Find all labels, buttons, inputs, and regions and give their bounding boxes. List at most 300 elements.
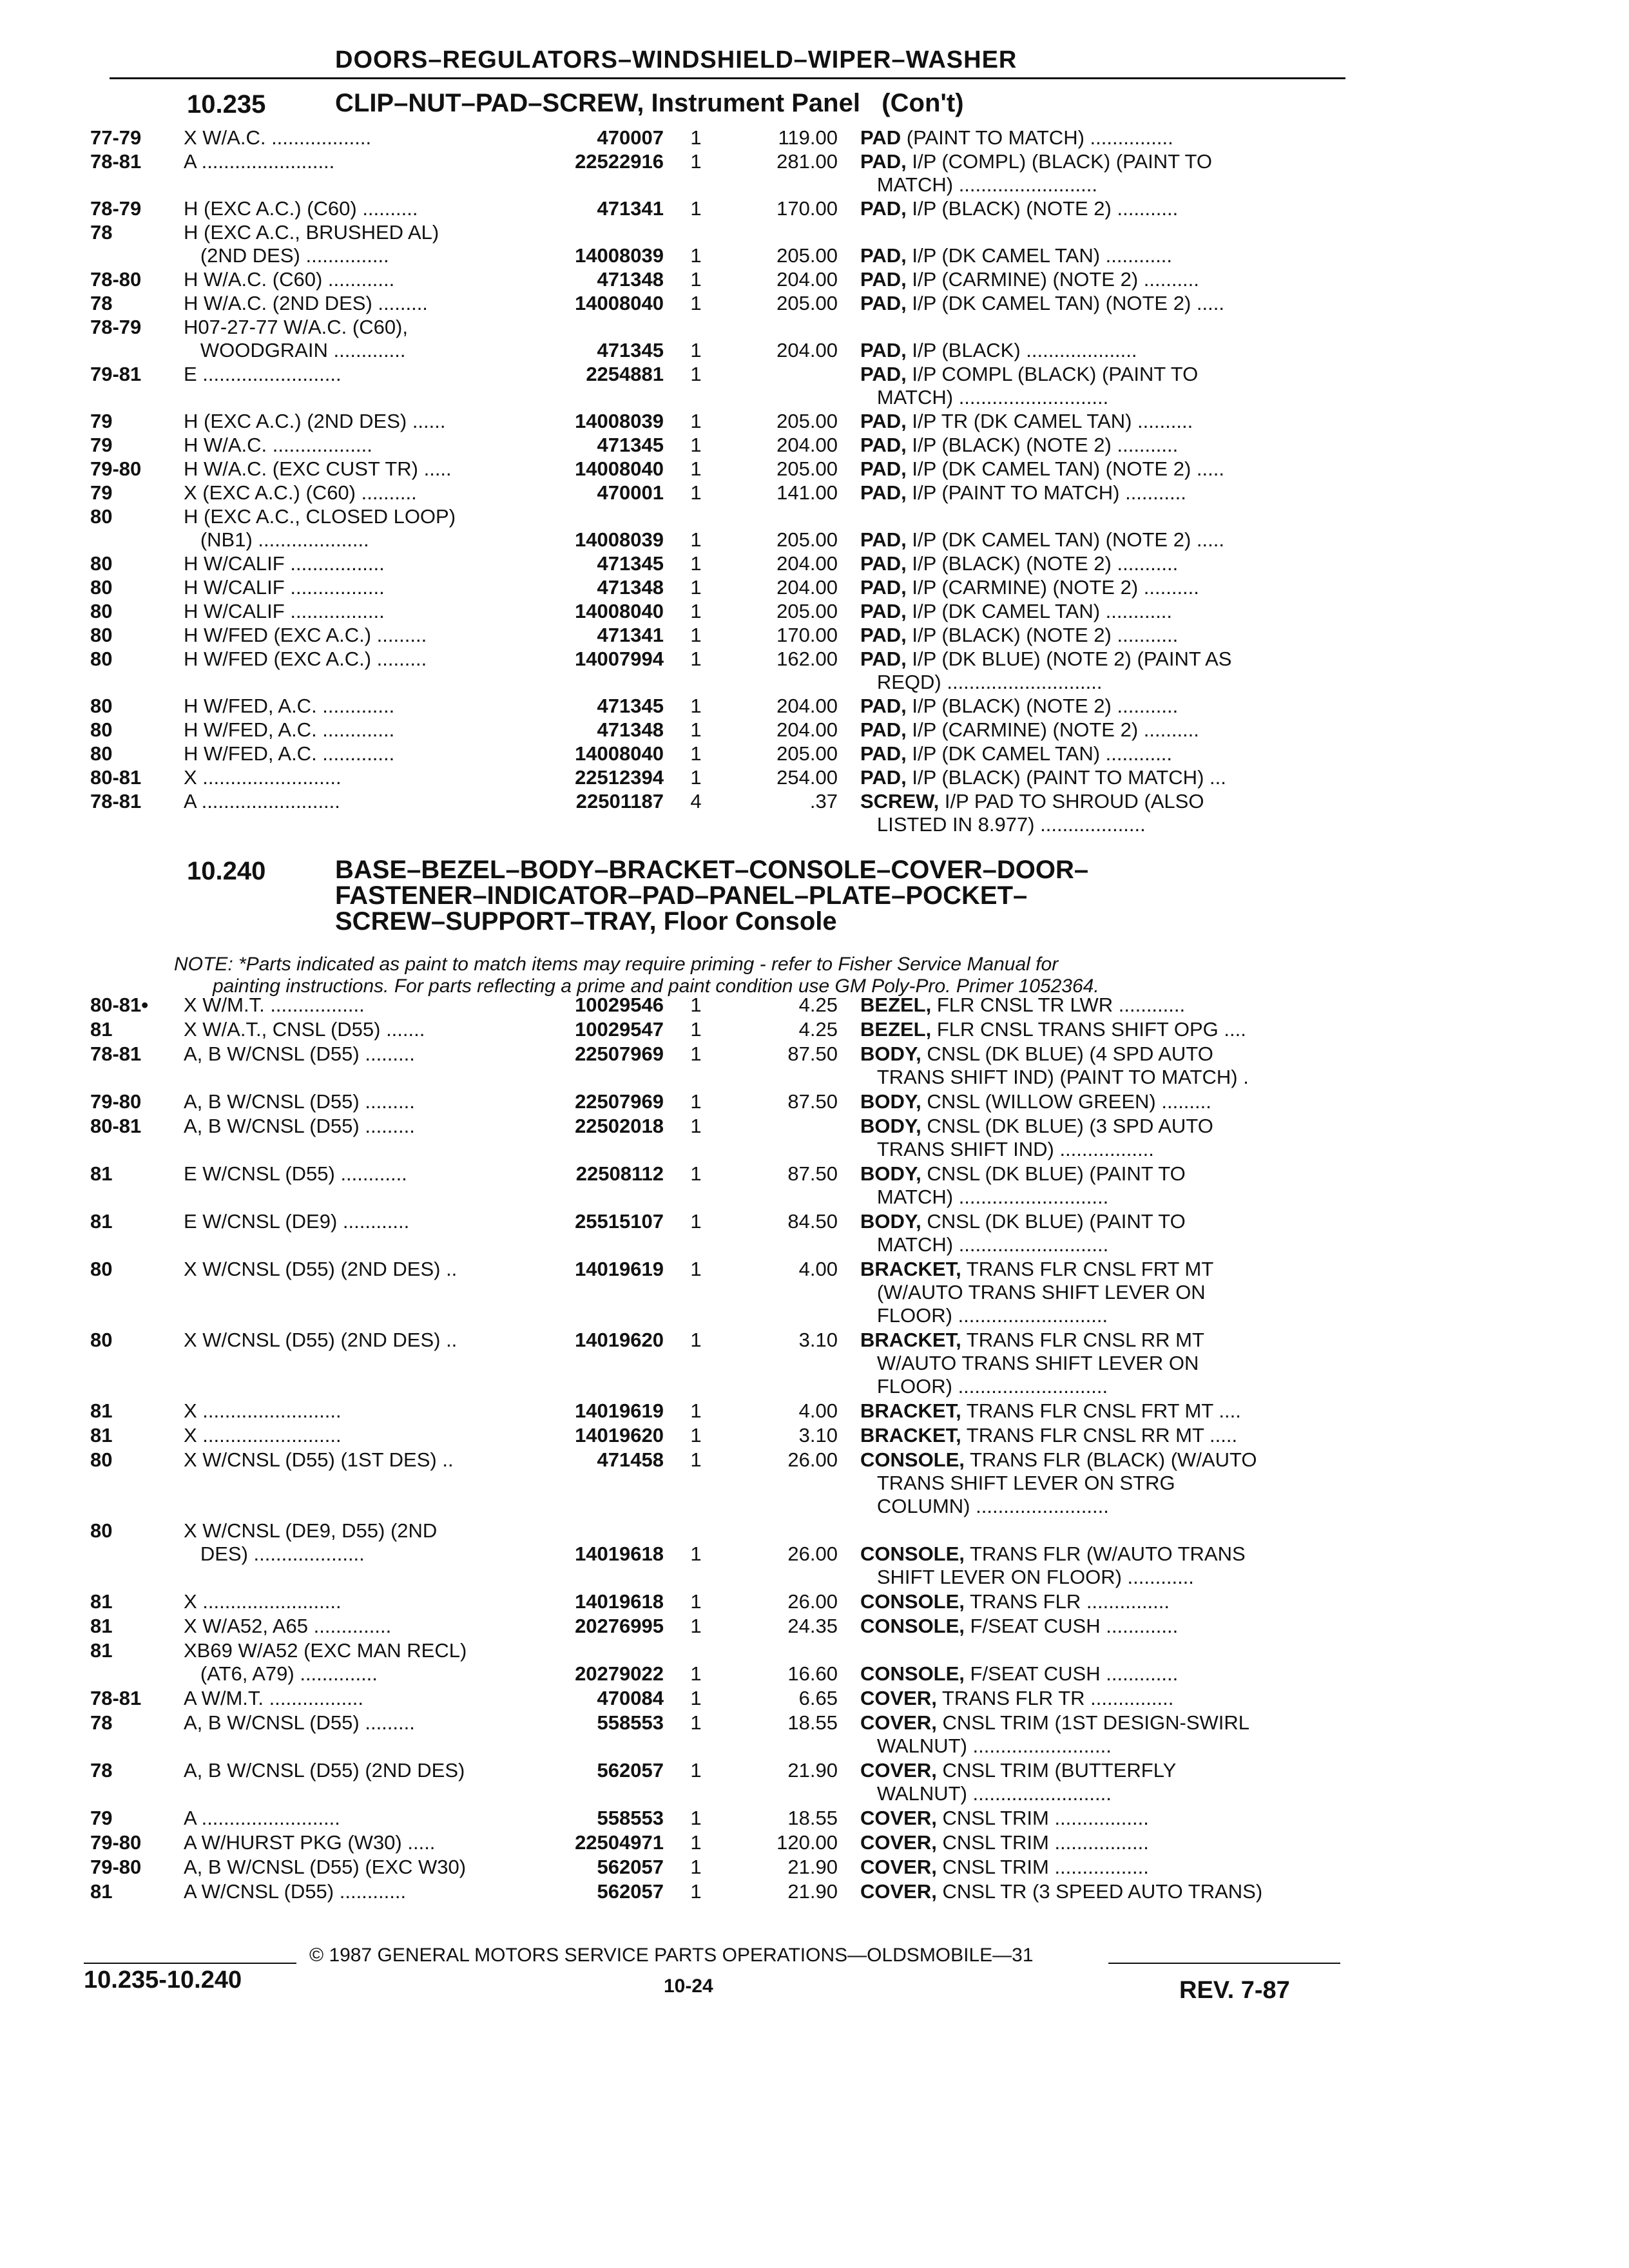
model-year: 79: [90, 481, 113, 504]
part-name: BEZEL, FLR CNSL TR LWR ............: [860, 994, 1186, 1016]
part-name: PAD, I/P (CARMINE) (NOTE 2) ..........: [860, 718, 1199, 741]
model-description: H (EXC A.C.) (2ND DES) ......: [184, 410, 446, 432]
model-year: 80: [90, 505, 113, 528]
table-row: [0, 268, 1629, 291]
part-number: 471341: [597, 624, 664, 646]
price: 21.90: [787, 1880, 838, 1903]
footer-rule-right: [1108, 1963, 1340, 1964]
model-year: 80: [90, 648, 113, 670]
table-row: [0, 221, 1629, 267]
table-row: [0, 695, 1629, 718]
table-row: [0, 1831, 1629, 1854]
table-row: [0, 292, 1629, 315]
part-number: 471341: [597, 197, 664, 220]
price: 26.00: [787, 1448, 838, 1471]
part-number: 22507969: [575, 1090, 664, 1113]
model-year: 78: [90, 292, 113, 314]
part-number: 471345: [597, 552, 664, 575]
model-year: 80: [90, 576, 113, 599]
table-row: [0, 1807, 1629, 1830]
quantity: 1: [690, 552, 702, 575]
model-year: 78: [90, 1711, 113, 1734]
model-description: H W/CALIF .................: [184, 552, 385, 575]
part-number: 471348: [597, 718, 664, 741]
table-row: [0, 1639, 1629, 1686]
part-number: 14019618: [575, 1590, 664, 1613]
table-row: [0, 481, 1629, 505]
model-year: 78-79: [90, 316, 142, 338]
table-row: [0, 1759, 1629, 1805]
model-year: 80-81•: [90, 994, 149, 1016]
part-number: 562057: [597, 1759, 664, 1782]
section-title-line: FASTENER–INDICATOR–PAD–PANEL–PLATE–POCKET–: [335, 881, 1028, 910]
table-row: [0, 1448, 1629, 1518]
part-number: 14019619: [575, 1258, 664, 1280]
part-number: 471345: [597, 695, 664, 717]
model-description: X W/A.C. ..................: [184, 126, 372, 149]
model-year: 80: [90, 1329, 113, 1351]
model-year: 79: [90, 434, 113, 456]
price: 205.00: [776, 292, 838, 314]
price: 205.00: [776, 457, 838, 480]
model-description: X W/CNSL (D55) (1ST DES) ..: [184, 1448, 454, 1471]
model-year: 78-81: [90, 790, 142, 812]
price: 205.00: [776, 600, 838, 622]
model-description: H W/FED (EXC A.C.) .........: [184, 624, 427, 646]
footer-page-number: 10-24: [664, 1975, 713, 1997]
part-name: PAD, I/P (DK CAMEL TAN) ............: [860, 742, 1173, 765]
part-number: 14008040: [575, 600, 664, 622]
quantity: 1: [690, 150, 702, 173]
model-description: E .........................: [184, 363, 342, 385]
quantity: 1: [690, 1590, 702, 1613]
part-name: BRACKET, TRANS FLR CNSL RR MT .....: [860, 1424, 1238, 1446]
table-row: [0, 410, 1629, 433]
part-name: PAD, I/P (DK CAMEL TAN) ............: [860, 244, 1173, 267]
part-name: BRACKET, TRANS FLR CNSL RR MT W/AUTO TRANS SHIFT LEVER ON FLOOR) ...........................: [860, 1329, 1204, 1398]
table-row: [0, 197, 1629, 220]
model-description: H W/A.C. (EXC CUST TR) .....: [184, 457, 452, 480]
table-row: [0, 1043, 1629, 1089]
quantity: 1: [690, 268, 702, 291]
model-description: X (EXC A.C.) (C60) ..........: [184, 481, 417, 504]
quantity: 1: [690, 197, 702, 220]
price: 18.55: [787, 1711, 838, 1734]
part-number: 20276995: [575, 1615, 664, 1637]
quantity: 1: [690, 576, 702, 599]
part-number: 14008039: [575, 410, 664, 432]
quantity: 1: [690, 457, 702, 480]
part-number: 471348: [597, 576, 664, 599]
model-description: A, B W/CNSL (D55) (EXC W30): [184, 1856, 467, 1878]
part-number: 470001: [597, 481, 664, 504]
model-year: 80-81: [90, 1115, 142, 1137]
section-title-line: SCREW–SUPPORT–TRAY, Floor Console: [335, 907, 837, 936]
model-year: 81: [90, 1162, 113, 1185]
quantity: 1: [690, 1687, 702, 1709]
price: 4.25: [798, 1018, 838, 1041]
model-year: 80: [90, 1519, 113, 1542]
price: 204.00: [776, 268, 838, 291]
header-rule: [110, 77, 1345, 79]
part-number: 10029547: [575, 1018, 664, 1041]
model-description: H (EXC A.C., BRUSHED AL) (2ND DES) ...............: [184, 221, 439, 267]
part-name: PAD, I/P (DK CAMEL TAN) (NOTE 2) .....: [860, 528, 1224, 551]
model-description: XB69 W/A52 (EXC MAN RECL) (AT6, A79) ..............: [184, 1639, 467, 1685]
model-description: H W/FED, A.C. .............: [184, 695, 395, 717]
price: 4.25: [798, 994, 838, 1016]
model-description: H (EXC A.C., CLOSED LOOP) (NB1) ....................: [184, 505, 456, 551]
model-description: A, B W/CNSL (D55) .........: [184, 1711, 415, 1734]
part-number: 10029546: [575, 994, 664, 1016]
part-number: 470007: [597, 126, 664, 149]
part-number: 558553: [597, 1807, 664, 1829]
part-name: PAD, I/P (BLACK) (NOTE 2) ...........: [860, 197, 1179, 220]
price: 205.00: [776, 528, 838, 551]
table-row: [0, 718, 1629, 742]
model-year: 81: [90, 1424, 113, 1446]
part-name: PAD, I/P (BLACK) (NOTE 2) ...........: [860, 624, 1179, 646]
quantity: 1: [690, 528, 702, 551]
model-year: 80: [90, 718, 113, 741]
part-number: 22512394: [575, 766, 664, 789]
table-row: [0, 1519, 1629, 1588]
model-description: A W/CNSL (D55) ............: [184, 1880, 407, 1903]
section-title: CLIP–NUT–PAD–SCREW, Instrument Panel (Con't): [335, 89, 964, 117]
model-year: 80: [90, 552, 113, 575]
price: 21.90: [787, 1856, 838, 1878]
part-number: 2254881: [586, 363, 664, 385]
model-description: H W/FED, A.C. .............: [184, 718, 395, 741]
model-year: 81: [90, 1880, 113, 1903]
quantity: 1: [690, 339, 702, 361]
model-year: 78-79: [90, 197, 142, 220]
table-row: [0, 1090, 1629, 1113]
quantity: 1: [690, 1018, 702, 1041]
model-description: E W/CNSL (D55) ............: [184, 1162, 407, 1185]
table-row: [0, 600, 1629, 623]
table-row: [0, 1329, 1629, 1398]
part-number: 14019618: [575, 1542, 664, 1565]
part-name: SCREW, I/P PAD TO SHROUD (ALSO LISTED IN 8.977) ...................: [860, 790, 1204, 836]
part-name: PAD, I/P (BLACK) ....................: [860, 339, 1137, 361]
table-row: [0, 790, 1629, 836]
quantity: 1: [690, 481, 702, 504]
table-row: [0, 126, 1629, 149]
quantity: 1: [690, 1448, 702, 1471]
model-year: 79: [90, 1807, 113, 1829]
page-header-title: DOORS–REGULATORS–WINDSHIELD–WIPER–WASHER: [335, 46, 1017, 73]
part-number: 22504971: [575, 1831, 664, 1854]
quantity: 1: [690, 1043, 702, 1065]
quantity: 1: [690, 1807, 702, 1829]
quantity: 1: [690, 1162, 702, 1185]
model-description: A, B W/CNSL (D55) .........: [184, 1115, 415, 1137]
section-note: [174, 954, 1334, 997]
table-row: [0, 576, 1629, 599]
price: 3.10: [798, 1424, 838, 1446]
section-title: [335, 857, 1088, 934]
model-year: 79-80: [90, 1090, 142, 1113]
model-year: 80: [90, 600, 113, 622]
section-number: 10.240: [187, 857, 266, 885]
quantity: 1: [690, 363, 702, 385]
price: 3.10: [798, 1329, 838, 1351]
part-name: BODY, CNSL (DK BLUE) (PAINT TO MATCH) ...........................: [860, 1162, 1186, 1208]
quantity: 1: [690, 1399, 702, 1422]
model-description: H07-27-77 W/A.C. (C60), WOODGRAIN .............: [184, 316, 408, 361]
model-description: H (EXC A.C.) (C60) ..........: [184, 197, 418, 220]
price: 120.00: [776, 1831, 838, 1854]
quantity: 1: [690, 1258, 702, 1280]
quantity: 1: [690, 695, 702, 717]
table-row: [0, 457, 1629, 481]
part-name: PAD, I/P (DK CAMEL TAN) ............: [860, 600, 1173, 622]
quantity: 1: [690, 1759, 702, 1782]
quantity: 1: [690, 410, 702, 432]
model-year: 81: [90, 1210, 113, 1233]
model-year: 78-81: [90, 150, 142, 173]
model-year: 78: [90, 1759, 113, 1782]
model-year: 80: [90, 742, 113, 765]
part-number: 20279022: [575, 1662, 664, 1685]
part-name: CONSOLE, TRANS FLR (W/AUTO TRANS SHIFT LEVER ON FLOOR) ............: [860, 1542, 1246, 1588]
note-line: painting instructions. For parts reflecting a prime and paint condition use GM Poly-Pro. Primer 1052364.: [213, 975, 1099, 997]
table-row: [0, 434, 1629, 457]
part-number: 22502018: [575, 1115, 664, 1137]
quantity: 1: [690, 1831, 702, 1854]
model-description: A W/M.T. .................: [184, 1687, 364, 1709]
part-number: 14008040: [575, 742, 664, 765]
part-name: COVER, CNSL TRIM .................: [860, 1831, 1149, 1854]
part-number: 14008039: [575, 528, 664, 551]
part-name: PAD, I/P (COMPL) (BLACK) (PAINT TO MATCH) .........................: [860, 150, 1213, 196]
model-year: 81: [90, 1639, 113, 1662]
model-description: X W/A.T., CNSL (D55) .......: [184, 1018, 425, 1041]
price: 204.00: [776, 576, 838, 599]
section-number: 10.235: [187, 90, 266, 119]
model-year: 79-80: [90, 1831, 142, 1854]
table-row: [0, 1115, 1629, 1161]
part-number: 471458: [597, 1448, 664, 1471]
model-description: X .........................: [184, 1424, 342, 1446]
part-number: 14019620: [575, 1424, 664, 1446]
part-name: BODY, CNSL (WILLOW GREEN) .........: [860, 1090, 1211, 1113]
section-title-line: BASE–BEZEL–BODY–BRACKET–CONSOLE–COVER–DOOR–: [335, 856, 1089, 884]
part-number: 22508112: [575, 1162, 664, 1185]
table-row: [0, 505, 1629, 552]
price: 204.00: [776, 718, 838, 741]
table-row: [0, 1399, 1629, 1423]
part-number: 22501187: [575, 790, 664, 812]
model-description: A .........................: [184, 1807, 340, 1829]
part-name: COVER, CNSL TRIM (BUTTERFLY WALNUT) .........................: [860, 1759, 1177, 1805]
price: 84.50: [787, 1210, 838, 1233]
part-number: 471348: [597, 268, 664, 291]
footer-section-range: 10.235-10.240: [84, 1966, 242, 1994]
price: 119.00: [778, 126, 838, 149]
table-row: [0, 1424, 1629, 1447]
model-year: 79-80: [90, 1856, 142, 1878]
quantity: 1: [690, 1662, 702, 1685]
price: 204.00: [776, 434, 838, 456]
model-year: 80: [90, 624, 113, 646]
quantity: 1: [690, 126, 702, 149]
quantity: 1: [690, 1329, 702, 1351]
part-number: 14019619: [575, 1399, 664, 1422]
model-description: H W/FED, A.C. .............: [184, 742, 395, 765]
part-name: CONSOLE, TRANS FLR (BLACK) (W/AUTO TRANS SHIFT LEVER ON STRG COLUMN) ........................: [860, 1448, 1257, 1517]
price: 18.55: [787, 1807, 838, 1829]
part-name: PAD, I/P (PAINT TO MATCH) ...........: [860, 481, 1186, 504]
model-description: A, B W/CNSL (D55) .........: [184, 1043, 415, 1065]
model-year: 78-81: [90, 1043, 142, 1065]
model-year: 81: [90, 1590, 113, 1613]
quantity: 1: [690, 1115, 702, 1137]
part-name: PAD, I/P (CARMINE) (NOTE 2) ..........: [860, 268, 1199, 291]
price: 87.50: [787, 1162, 838, 1185]
table-row: [0, 766, 1629, 789]
model-year: 81: [90, 1399, 113, 1422]
part-name: PAD, I/P (DK CAMEL TAN) (NOTE 2) .....: [860, 292, 1224, 314]
quantity: 1: [690, 648, 702, 670]
part-number: 25515107: [575, 1210, 664, 1233]
part-name: PAD, I/P TR (DK CAMEL TAN) ..........: [860, 410, 1193, 432]
model-year: 80: [90, 1258, 113, 1280]
model-description: H W/FED (EXC A.C.) .........: [184, 648, 427, 670]
quantity: 4: [690, 790, 702, 812]
quantity: 1: [690, 1210, 702, 1233]
part-name: PAD (PAINT TO MATCH) ...............: [860, 126, 1173, 149]
model-description: X W/M.T. .................: [184, 994, 365, 1016]
part-number: 14019620: [575, 1329, 664, 1351]
part-name: BODY, CNSL (DK BLUE) (PAINT TO MATCH) ...........................: [860, 1210, 1186, 1256]
model-description: H W/A.C. ..................: [184, 434, 372, 456]
part-name: CONSOLE, F/SEAT CUSH .............: [860, 1615, 1179, 1637]
model-description: H W/A.C. (C60) ............: [184, 268, 395, 291]
part-name: COVER, CNSL TRIM (1ST DESIGN-SWIRL WALNUT) .........................: [860, 1711, 1250, 1757]
table-row: [0, 994, 1629, 1017]
table-row: [0, 316, 1629, 362]
model-year: 81: [90, 1018, 113, 1041]
price: 26.00: [787, 1542, 838, 1565]
table-row: [0, 1590, 1629, 1613]
model-description: X .........................: [184, 1399, 342, 1422]
table-row: [0, 1018, 1629, 1041]
table-row: [0, 648, 1629, 694]
part-name: COVER, CNSL TRIM .................: [860, 1856, 1149, 1878]
table-row: [0, 363, 1629, 409]
note-line: NOTE: *Parts indicated as paint to match items may require priming - refer to Fisher Service Manual for: [174, 954, 1059, 975]
part-name: PAD, I/P (BLACK) (PAINT TO MATCH) ...: [860, 766, 1226, 789]
quantity: 1: [690, 1424, 702, 1446]
model-description: A .........................: [184, 790, 340, 812]
part-number: 471345: [597, 339, 664, 361]
part-name: PAD, I/P (CARMINE) (NOTE 2) ..........: [860, 576, 1199, 599]
part-number: 471345: [597, 434, 664, 456]
model-description: H W/CALIF .................: [184, 600, 385, 622]
part-name: BRACKET, TRANS FLR CNSL FRT MT ....: [860, 1399, 1241, 1422]
part-name: COVER, TRANS FLR TR ...............: [860, 1687, 1174, 1709]
quantity: 1: [690, 1711, 702, 1734]
table-row: [0, 1258, 1629, 1327]
price: 87.50: [787, 1043, 838, 1065]
model-year: 78-81: [90, 1687, 142, 1709]
model-description: X .........................: [184, 766, 342, 789]
model-year: 77-79: [90, 126, 142, 149]
quantity: 1: [690, 1615, 702, 1637]
price: 205.00: [776, 244, 838, 267]
price: 254.00: [776, 766, 838, 789]
table-row: [0, 1162, 1629, 1209]
price: 26.00: [787, 1590, 838, 1613]
part-name: PAD, I/P (DK BLUE) (NOTE 2) (PAINT AS REQD) ............................: [860, 648, 1232, 693]
part-name: PAD, I/P COMPL (BLACK) (PAINT TO MATCH) ...........................: [860, 363, 1199, 408]
part-number: 558553: [597, 1711, 664, 1734]
model-description: A W/HURST PKG (W30) .....: [184, 1831, 436, 1854]
table-row: [0, 1615, 1629, 1638]
part-number: 14008039: [575, 244, 664, 267]
quantity: 1: [690, 1856, 702, 1878]
part-name: COVER, CNSL TR (3 SPEED AUTO TRANS): [860, 1880, 1263, 1903]
model-description: X .........................: [184, 1590, 342, 1613]
price: 204.00: [776, 339, 838, 361]
price: 281.00: [776, 150, 838, 173]
part-number: 562057: [597, 1880, 664, 1903]
quantity: 1: [690, 1880, 702, 1903]
quantity: 1: [690, 718, 702, 741]
quantity: 1: [690, 600, 702, 622]
model-description: A ........................: [184, 150, 335, 173]
model-year: 81: [90, 1615, 113, 1637]
model-description: A, B W/CNSL (D55) .........: [184, 1090, 415, 1113]
part-name: COVER, CNSL TRIM .................: [860, 1807, 1149, 1829]
price: 21.90: [787, 1759, 838, 1782]
price: 170.00: [776, 624, 838, 646]
model-description: H W/CALIF .................: [184, 576, 385, 599]
footer-copyright: © 1987 GENERAL MOTORS SERVICE PARTS OPERATIONS—OLDSMOBILE—31: [309, 1945, 1034, 1966]
part-number: 14008040: [575, 457, 664, 480]
model-description: E W/CNSL (DE9) ............: [184, 1210, 410, 1233]
table-row: [0, 150, 1629, 197]
model-description: H W/A.C. (2ND DES) .........: [184, 292, 428, 314]
price: 87.50: [787, 1090, 838, 1113]
table-row: [0, 1856, 1629, 1879]
price: 141.00: [776, 481, 838, 504]
table-row: [0, 552, 1629, 575]
model-year: 78-80: [90, 268, 142, 291]
price: 204.00: [776, 695, 838, 717]
model-year: 79: [90, 410, 113, 432]
table-row: [0, 1711, 1629, 1758]
model-description: X W/A52, A65 ..............: [184, 1615, 392, 1637]
model-year: 80-81: [90, 766, 142, 789]
price: 205.00: [776, 410, 838, 432]
price: 24.35: [787, 1615, 838, 1637]
model-year: 79-81: [90, 363, 142, 385]
model-year: 78: [90, 221, 113, 244]
table-row: [0, 1687, 1629, 1710]
part-name: CONSOLE, TRANS FLR ...............: [860, 1590, 1170, 1613]
table-row: [0, 742, 1629, 765]
price: 205.00: [776, 742, 838, 765]
price: .37: [809, 790, 838, 812]
table-row: [0, 624, 1629, 647]
price: 6.65: [798, 1687, 838, 1709]
part-name: BRACKET, TRANS FLR CNSL FRT MT (W/AUTO TRANS SHIFT LEVER ON FLOOR) ...........................: [860, 1258, 1214, 1327]
model-description: X W/CNSL (D55) (2ND DES) ..: [184, 1329, 458, 1351]
model-description: X W/CNSL (D55) (2ND DES) ..: [184, 1258, 458, 1280]
